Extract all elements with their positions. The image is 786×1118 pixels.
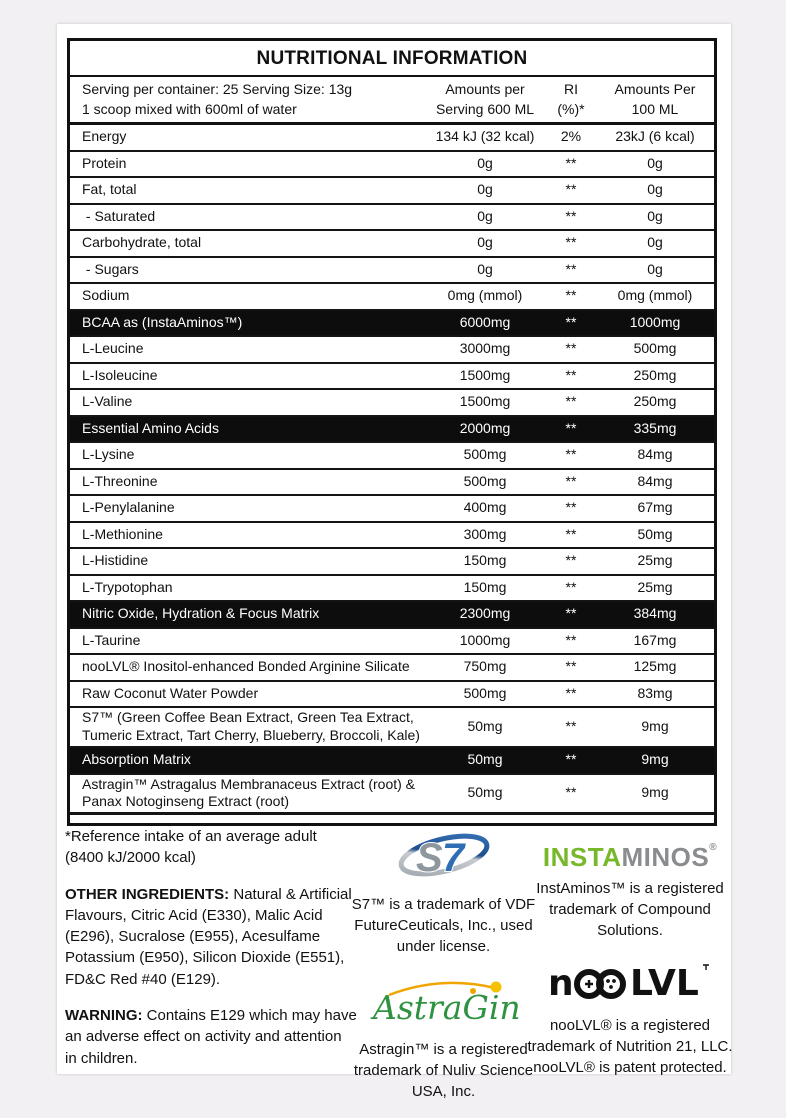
row-amount-per-100ml: 67mg [637, 499, 673, 516]
table-row [70, 576, 714, 603]
row-ri-percent: ** [565, 605, 577, 622]
row-label: L-Isoleucine [82, 366, 158, 383]
row-ri-percent: ** [565, 234, 577, 251]
row-ri-percent: ** [565, 340, 577, 357]
row-amount-per-serving: 2300mg [459, 605, 511, 622]
row-amount-per-100ml: 0g [647, 234, 663, 251]
row-amount-per-100ml: 0g [647, 260, 663, 277]
row-amount-per-serving: 0g [477, 154, 493, 171]
row-label: Nitric Oxide, Hydration & Focus Matrix [82, 605, 320, 622]
table-row [70, 152, 714, 179]
row-label: L-Taurine [82, 631, 141, 648]
row-ri-percent: ** [565, 631, 577, 648]
table-row [70, 549, 714, 576]
reference-intake-note: *Reference intake of an average adult (8400 kJ/2000 kcal) [65, 828, 317, 867]
svg-text:7: 7 [441, 836, 464, 880]
row-amount-per-100ml: 0mg (mmol) [617, 287, 693, 304]
row-amount-per-serving: 150mg [463, 578, 507, 595]
row-ri-percent: ** [565, 287, 577, 304]
nutrition-table [67, 38, 717, 826]
table-row [70, 284, 714, 311]
svg-text:n: n [548, 963, 574, 1004]
row-amount-per-100ml: 25mg [637, 578, 673, 595]
serving-line-1: Serving per container: 25 Serving Size: 13g [82, 81, 353, 97]
svg-text:S: S [415, 836, 443, 880]
instaminos-registered-mark: ® [709, 842, 718, 853]
row-label: Essential Amino Acids [82, 419, 219, 436]
row-label: - Sugars [82, 260, 139, 277]
row-amount-per-100ml: 9mg [641, 784, 669, 801]
table-header [70, 77, 714, 125]
svg-text:LVL: LVL [630, 963, 699, 1004]
table-row [70, 337, 714, 364]
row-ri-percent: ** [565, 446, 577, 463]
row-label: Protein [82, 154, 127, 171]
table-row [70, 311, 714, 338]
row-amount-per-serving: 0g [477, 207, 493, 224]
row-amount-per-serving: 500mg [463, 446, 507, 463]
row-ri-percent: ** [565, 393, 577, 410]
noolvl-caption: nooLVL® is a registered trademark of Nutrition 21, LLC. nooLVL® is patent protected. [527, 1017, 733, 1076]
row-amount-per-100ml: 50mg [637, 525, 673, 542]
table-row [70, 655, 714, 682]
row-amount-per-100ml: 250mg [633, 393, 677, 410]
row-ri-percent: ** [565, 578, 577, 595]
row-ri-percent: ** [565, 658, 577, 675]
row-amount-per-100ml: 125mg [633, 658, 677, 675]
row-amount-per-serving: 400mg [463, 499, 507, 516]
row-label: L-Threonine [82, 472, 158, 489]
row-ri-percent: ** [565, 684, 577, 701]
footnotes-column [65, 826, 357, 1084]
table-title: NUTRITIONAL INFORMATION [70, 41, 714, 77]
row-amount-per-100ml: 84mg [637, 446, 673, 463]
row-amount-per-serving: 0mg (mmol) [447, 287, 523, 304]
col-header-amounts-per-100ml: Amounts Per 100 ML [614, 81, 696, 117]
row-ri-percent: ** [565, 472, 577, 489]
warning-label: WARNING: [65, 1007, 143, 1025]
row-label: L-Leucine [82, 340, 144, 357]
table-row [70, 496, 714, 523]
row-label: Carbohydrate, total [82, 234, 202, 251]
instaminos-logo-icon: INSTAMINOS® [542, 842, 718, 872]
table-row [70, 205, 714, 232]
row-amount-per-100ml: 1000mg [629, 313, 681, 330]
row-amount-per-100ml: 0g [647, 181, 663, 198]
row-amount-per-100ml: 83mg [637, 684, 673, 701]
row-amount-per-serving: 6000mg [459, 313, 511, 330]
row-label: L-Penylalanine [82, 499, 175, 516]
trademark-column-middle [346, 824, 541, 1118]
table-row [70, 417, 714, 444]
row-ri-percent: ** [565, 260, 577, 277]
row-label: S7™ (Green Coffee Bean Extract, Green Tea Extract, Tumeric Extract, Tart Cherry, Blueberry, Broccoli, Kale) [82, 709, 420, 744]
row-label: L-Valine [82, 393, 133, 410]
row-amount-per-serving: 134 kJ (32 kcal) [435, 128, 535, 145]
row-ri-percent: ** [565, 718, 577, 735]
row-amount-per-100ml: 335mg [633, 419, 677, 436]
table-row [70, 748, 714, 775]
table-row [70, 470, 714, 497]
row-ri-percent: ** [565, 499, 577, 516]
row-amount-per-100ml: 500mg [633, 340, 677, 357]
label-card [57, 24, 733, 1100]
row-ri-percent: ** [565, 207, 577, 224]
table-row [70, 258, 714, 285]
table-row [70, 390, 714, 417]
row-amount-per-serving: 750mg [463, 658, 507, 675]
row-ri-percent: ** [565, 419, 577, 436]
row-ri-percent: ** [565, 366, 577, 383]
row-label: L-Histidine [82, 552, 149, 569]
row-amount-per-serving: 1000mg [459, 631, 511, 648]
astragin-caption: Astragin™ is a registered trademark of Nuliv Science USA, Inc. [353, 1041, 534, 1100]
row-label: Sodium [82, 287, 130, 304]
s7-logo-icon [394, 826, 494, 889]
row-ri-percent: ** [565, 751, 577, 768]
other-ingredients-label: OTHER INGREDIENTS: [65, 885, 230, 903]
table-row [70, 602, 714, 629]
warning-note: WARNING: Contains E129 which may have an adverse effect on activity and attention in children. [65, 1007, 357, 1067]
row-label: Fat, total [82, 181, 137, 198]
row-amount-per-100ml: 9mg [641, 718, 669, 735]
row-label: L-Methionine [82, 525, 163, 542]
table-body [70, 125, 714, 815]
row-amount-per-serving: 300mg [463, 525, 507, 542]
row-amount-per-serving: 50mg [467, 784, 503, 801]
row-label: Raw Coconut Water Powder [82, 684, 259, 701]
row-amount-per-100ml: 84mg [637, 472, 673, 489]
row-label: Astragin™ Astragalus Membranaceus Extract (root) & Panax Notoginseng Extract (root) [82, 775, 419, 810]
table-row [70, 775, 714, 816]
row-amount-per-100ml: 23kJ (6 kcal) [615, 128, 695, 145]
row-amount-per-serving: 0g [477, 234, 493, 251]
row-amount-per-serving: 500mg [463, 684, 507, 701]
trademark-column-right [523, 824, 737, 1094]
table-row [70, 125, 714, 152]
row-ri-percent: 2% [560, 128, 582, 145]
table-row [70, 178, 714, 205]
table-row [70, 443, 714, 470]
row-label: L-Trypotophan [82, 578, 173, 595]
row-label: - Saturated [82, 207, 156, 224]
row-amount-per-serving: 150mg [463, 552, 507, 569]
row-ri-percent: ** [565, 784, 577, 801]
s7-caption: S7™ is a trademark of VDF FutureCeuticals, Inc., used under license. [351, 896, 536, 955]
instaminos-caption: InstAminos™ is a registered trademark of Compound Solutions. [536, 880, 724, 939]
row-amount-per-serving: 0g [477, 181, 493, 198]
row-amount-per-100ml: 250mg [633, 366, 677, 383]
row-amount-per-100ml: 384mg [633, 605, 677, 622]
row-ri-percent: ** [565, 313, 577, 330]
table-row [70, 629, 714, 656]
col-header-amounts-per-serving: Amounts per Serving 600 ML [435, 81, 535, 117]
row-ri-percent: ** [565, 154, 577, 171]
row-amount-per-serving: 2000mg [459, 419, 511, 436]
row-ri-percent: ** [565, 181, 577, 198]
row-ri-percent: ** [565, 525, 577, 542]
row-label: nooLVL® Inositol-enhanced Bonded Arginine Silicate [82, 658, 410, 675]
row-label: Absorption Matrix [82, 751, 191, 768]
row-amount-per-100ml: 167mg [633, 631, 677, 648]
row-amount-per-100ml: 0g [647, 154, 663, 171]
svg-text:AstraGin: AstraGin [372, 988, 519, 1027]
row-amount-per-serving: 50mg [467, 751, 503, 768]
table-row [70, 231, 714, 258]
row-ri-percent: ** [565, 552, 577, 569]
row-amount-per-serving: 3000mg [459, 340, 511, 357]
other-ingredients-note: OTHER INGREDIENTS: Natural & Artificial Flavours, Citric Acid (E330), Malic Acid (E296), Sucralose (E955), Acesulfame Potassium (E950), Silicon Dioxide (E551), FD&C Red #40 (E129). [65, 885, 352, 988]
row-label: Energy [82, 128, 127, 145]
table-row [70, 523, 714, 550]
row-amount-per-serving: 500mg [463, 472, 507, 489]
row-label: BCAA as (InstaAminos™) [82, 313, 243, 330]
col-header-ri-percent: RI (%)* [557, 81, 585, 117]
serving-info [70, 80, 424, 119]
row-amount-per-100ml: 0g [647, 207, 663, 224]
noolvl-logo-icon [546, 959, 714, 1010]
table-row [70, 364, 714, 391]
serving-line-2: 1 scoop mixed with 600ml of water [82, 100, 297, 117]
row-amount-per-serving: 0g [477, 260, 493, 277]
row-label: L-Lysine [82, 446, 135, 463]
row-amount-per-100ml: 9mg [641, 751, 669, 768]
row-amount-per-100ml: 25mg [637, 552, 673, 569]
row-amount-per-serving: 1500mg [459, 366, 511, 383]
row-amount-per-serving: 50mg [467, 718, 503, 735]
row-amount-per-serving: 1500mg [459, 393, 511, 410]
table-row [70, 682, 714, 709]
astragin-logo-icon [369, 975, 519, 1034]
table-row [70, 708, 714, 748]
